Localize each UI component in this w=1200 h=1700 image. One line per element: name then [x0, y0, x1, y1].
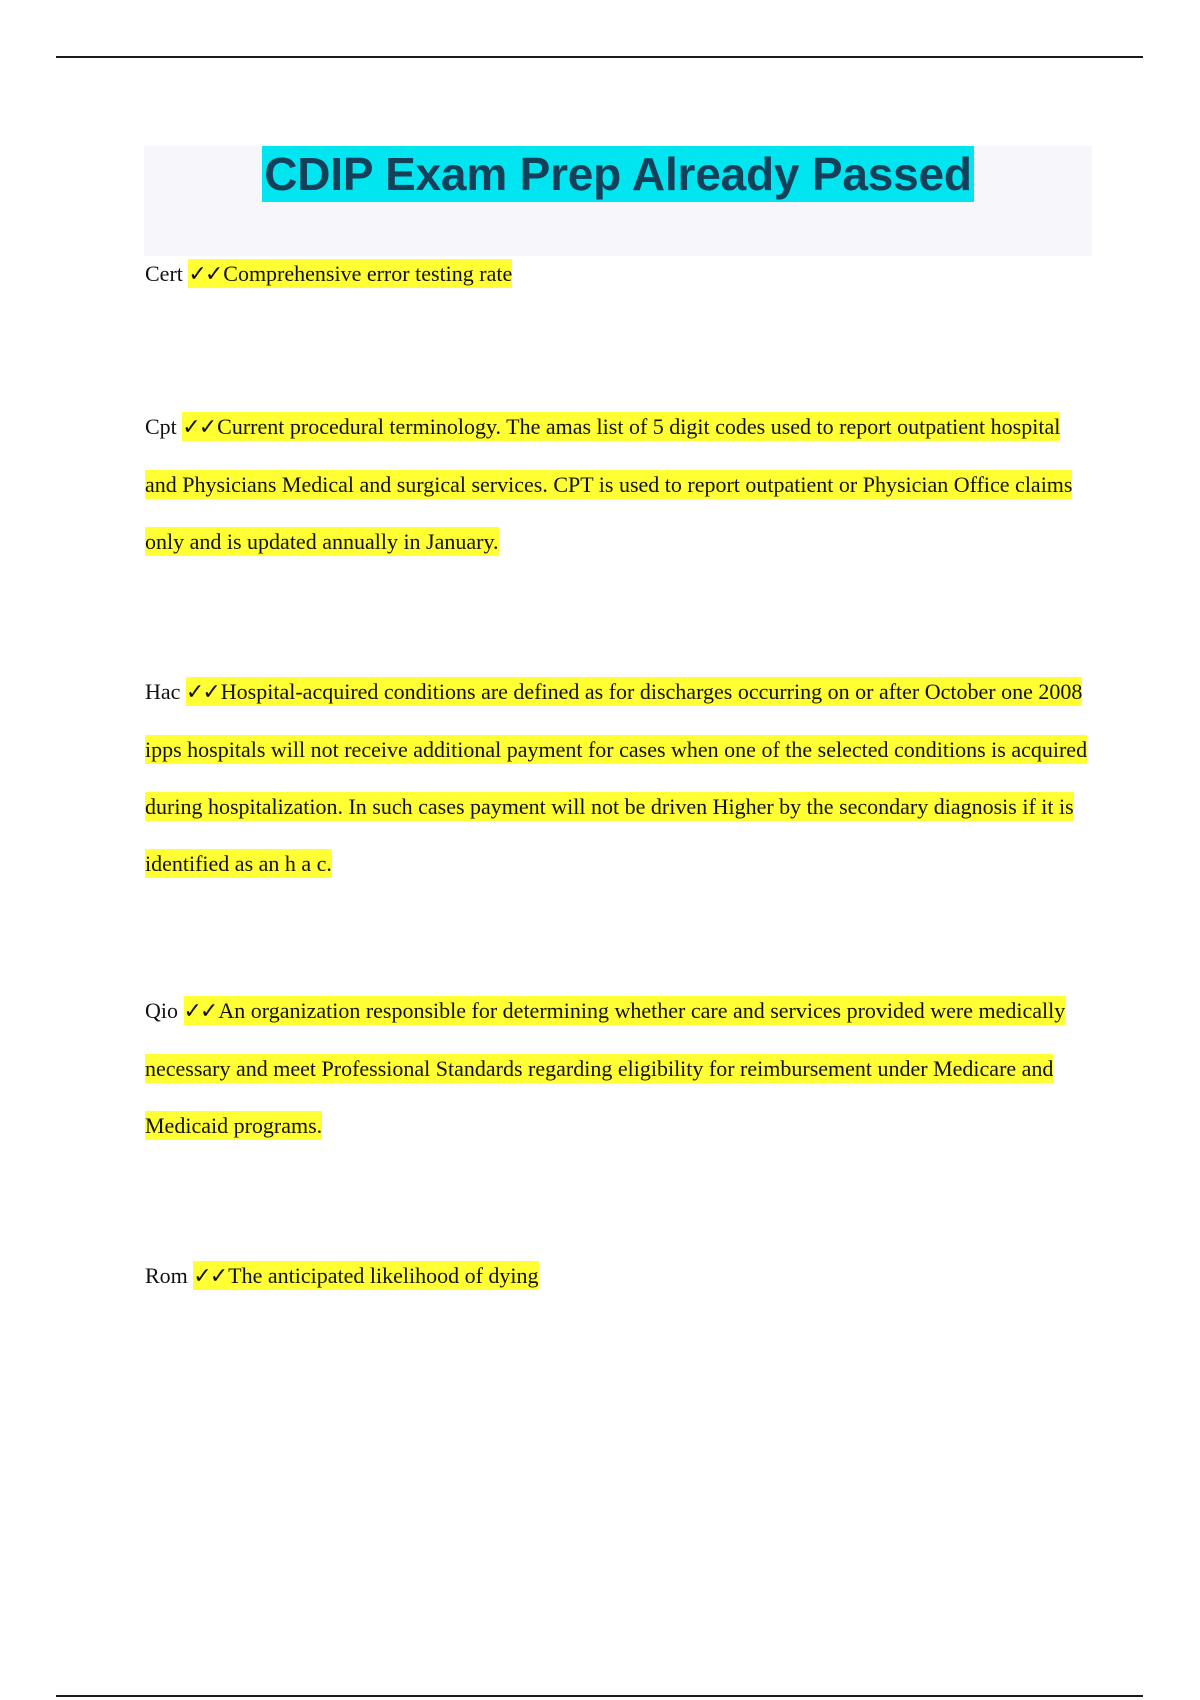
top-rule — [56, 56, 1143, 58]
entry-term: Qio — [145, 998, 178, 1023]
double-check-icon: ✓✓ — [183, 999, 217, 1024]
entry-definition: The anticipated likelihood of dying — [228, 1263, 539, 1288]
entry-definition-highlight — [145, 412, 1072, 556]
double-check-icon: ✓✓ — [185, 680, 219, 705]
title-band — [144, 146, 1092, 256]
entry-definition-highlight — [145, 677, 1087, 878]
entry-definition-highlight — [188, 259, 512, 288]
entry-term: Cert — [145, 261, 183, 286]
double-check-icon: ✓✓ — [188, 262, 222, 287]
double-check-icon: ✓✓ — [193, 1264, 227, 1289]
bottom-rule — [56, 1695, 1143, 1697]
glossary-entry-qio — [145, 982, 1095, 1154]
document-title — [144, 146, 1092, 202]
entry-definition: Hospital-acquired conditions are defined as for discharges occurring on or after October one 2008 ipps hospitals will not receive additional payment for cases when one of the selected conditions is acquired during hospitalization. In such cases payment will not be driven Higher by the secondary diagnosis if it is identified as an h a c. — [145, 679, 1088, 876]
glossary-entry-rom — [145, 1247, 1095, 1305]
document-title-text: CDIP Exam Prep Already Passed — [264, 148, 972, 200]
glossary-entry-hac — [145, 663, 1095, 892]
glossary-entry-cpt — [145, 398, 1095, 570]
entry-definition: Current procedural terminology. The amas list of 5 digit codes used to report outpatient hospital and Physicians Medical and surgical services. CPT is used to report outpatient or Physician Office claims only and is updated annually in January. — [145, 414, 1073, 554]
entry-definition: Comprehensive error testing rate — [223, 261, 513, 286]
entry-term: Rom — [145, 1263, 188, 1288]
double-check-icon: ✓✓ — [182, 415, 216, 440]
glossary-entry-cert — [145, 245, 1095, 303]
entry-definition-highlight — [193, 1261, 538, 1290]
entry-term: Cpt — [145, 414, 177, 439]
entry-definition: An organization responsible for determining whether care and services provided were medically necessary and meet Professional Standards regarding eligibility for reimbursement under Medicare and Medicaid programs. — [145, 998, 1066, 1138]
entry-term: Hac — [145, 679, 181, 704]
entry-definition-highlight — [145, 996, 1065, 1140]
